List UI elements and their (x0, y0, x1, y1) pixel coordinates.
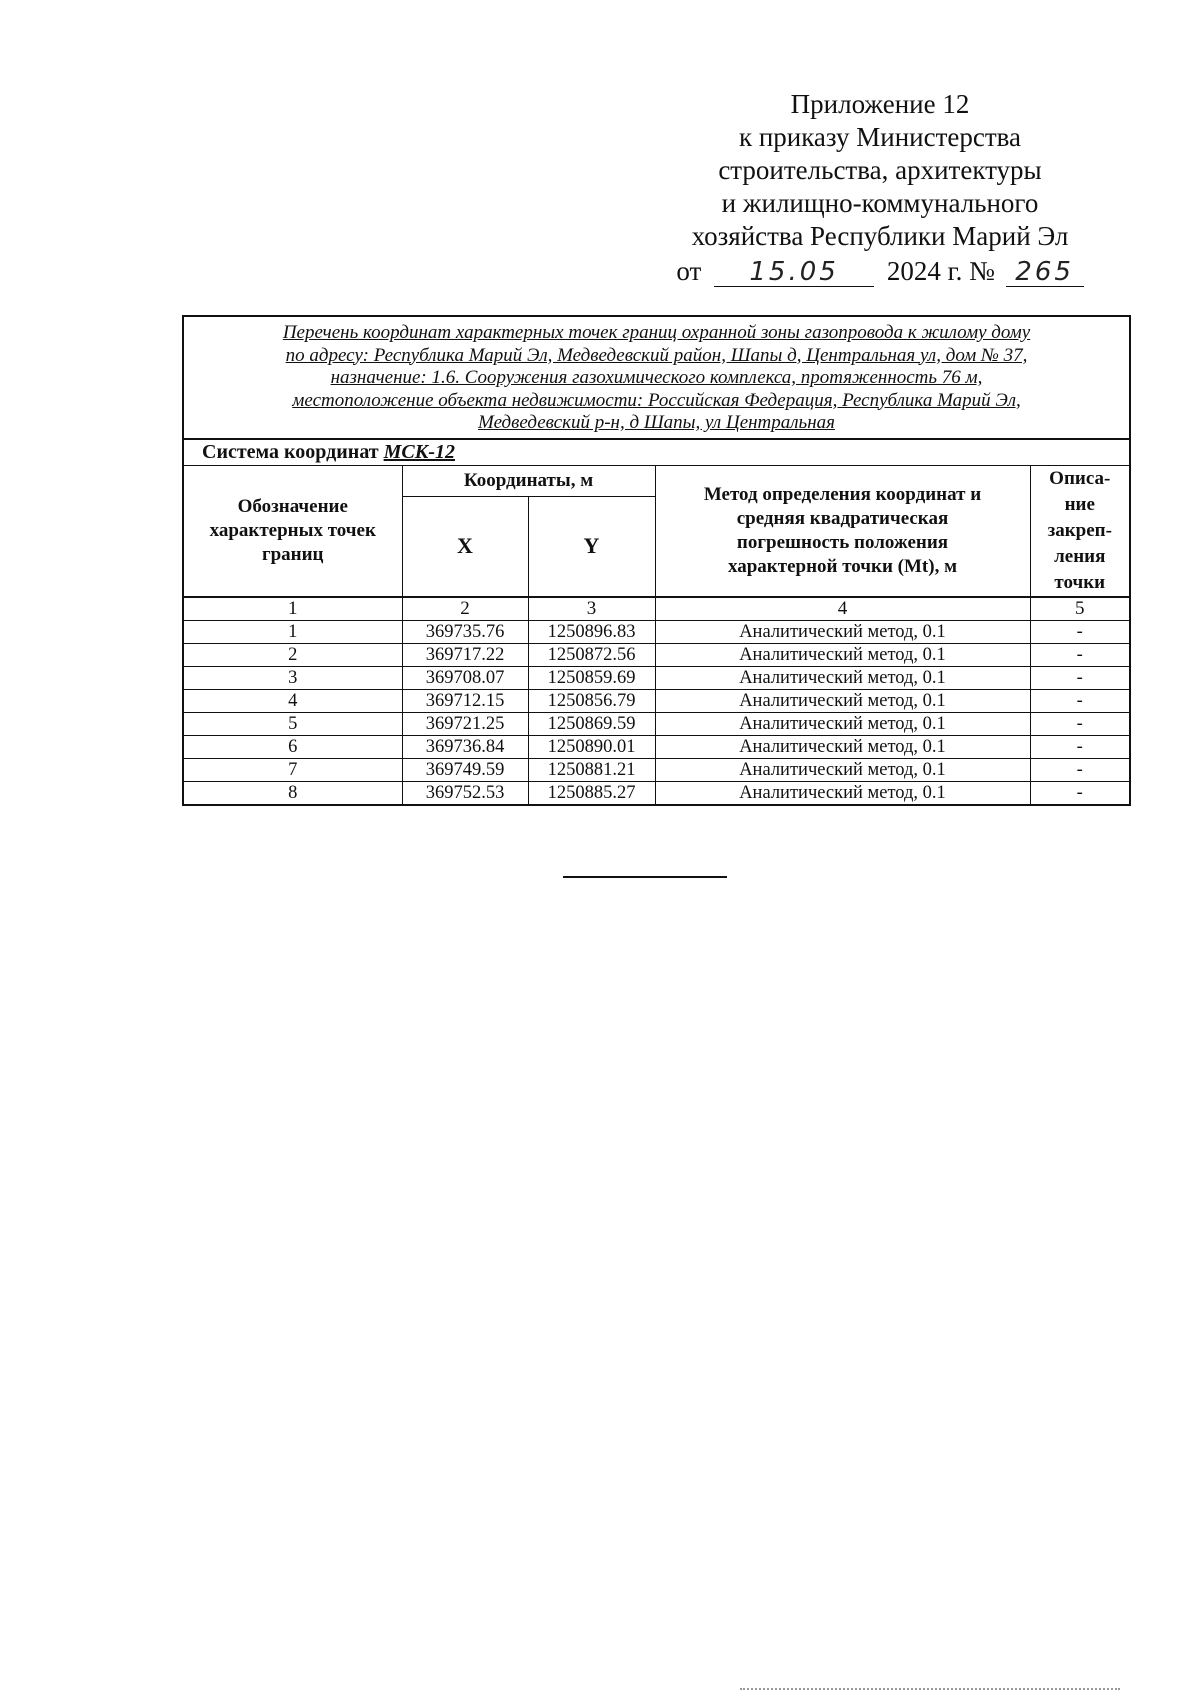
column-number: 2 (402, 597, 528, 621)
coord-x: 369749.59 (402, 758, 528, 781)
method: Аналитический метод, 0.1 (655, 643, 1030, 666)
coord-y: 1250859.69 (528, 666, 655, 689)
caption-line-4: местоположение объекта недвижимости: Российская Федерация, Республика Марий Эл, (292, 389, 1021, 411)
header-designation-line-2: характерных точек (209, 519, 376, 541)
header-method-line-4: характерной точки (Mt), м (727, 555, 958, 577)
table-row (183, 758, 1130, 781)
table-row (183, 620, 1130, 643)
description: - (1030, 620, 1130, 643)
description: - (1030, 666, 1130, 689)
column-number: 5 (1030, 597, 1130, 621)
column-number: 1 (183, 597, 402, 621)
coord-x: 369708.07 (402, 666, 528, 689)
table-row (183, 712, 1130, 735)
header-line-4: и жилищно-коммунального (721, 188, 1039, 218)
table-row (183, 735, 1130, 758)
column-number: 3 (528, 597, 655, 621)
header-x: X (402, 497, 528, 597)
order-date-number-line (640, 255, 1120, 288)
header-line-5: хозяйства Республики Марий Эл (691, 221, 1069, 251)
header-desc-line-3: закреп- (1047, 519, 1112, 541)
coord-y: 1250872.56 (528, 643, 655, 666)
point-number: 1 (183, 620, 402, 643)
handwritten-order-number: 265 (1006, 258, 1084, 287)
coordinates-table (182, 315, 1131, 806)
coord-x: 369752.53 (402, 781, 528, 805)
header-line-2: к приказу Министерства (738, 122, 1022, 152)
header-y: Y (528, 497, 655, 597)
method: Аналитический метод, 0.1 (655, 781, 1030, 805)
header-method-line-2: средняя квадратическая (736, 507, 949, 529)
description: - (1030, 689, 1130, 712)
method: Аналитический метод, 0.1 (655, 620, 1030, 643)
column-number: 4 (655, 597, 1030, 621)
header-desc-line-5: точки (1054, 571, 1106, 593)
point-number: 4 (183, 689, 402, 712)
from-prefix: от (676, 256, 702, 286)
caption-line-3: назначение: 1.6. Сооружения газохимического комплекса, протяженность 76 м, (330, 367, 983, 388)
header-designation-line-1: Обозначение (237, 495, 348, 517)
point-number: 7 (183, 758, 402, 781)
method: Аналитический метод, 0.1 (655, 712, 1030, 735)
header-desc-line-2: ние (1064, 493, 1095, 515)
year-number-label: 2024 г. № (886, 256, 995, 286)
coord-y: 1250881.21 (528, 758, 655, 781)
coord-y: 1250890.01 (528, 735, 655, 758)
description: - (1030, 758, 1130, 781)
header-line-3: строительства, архитектуры (718, 155, 1042, 185)
caption-line-5: Медведевский р-н, д Шапы, ул Центральная (478, 412, 835, 433)
table-row (183, 781, 1130, 805)
column-number-row (183, 597, 1130, 621)
method: Аналитический метод, 0.1 (655, 735, 1030, 758)
description: - (1030, 643, 1130, 666)
header-desc-line-4: ления (1054, 545, 1106, 567)
coordinate-system-row (183, 439, 1130, 466)
header-method-line-3: погрешность положения (736, 531, 949, 553)
header-line-1: Приложение 12 (790, 89, 970, 119)
appendix-header (640, 88, 1120, 288)
coord-y: 1250856.79 (528, 689, 655, 712)
coord-x: 369721.25 (402, 712, 528, 735)
method: Аналитический метод, 0.1 (655, 689, 1030, 712)
header-designation (183, 465, 402, 597)
header-method-line-1: Метод определения координат и (703, 483, 982, 505)
coordinates-table-wrapper (182, 315, 1129, 806)
coord-x: 369717.22 (402, 643, 528, 666)
table-row (183, 643, 1130, 666)
coord-y: 1250869.59 (528, 712, 655, 735)
caption-line-2: по адресу: Республика Марий Эл, Медведевский район, Шапы д, Центральная ул, дом № 37, (285, 344, 1028, 366)
coord-x: 369736.84 (402, 735, 528, 758)
coord-x: 369712.15 (402, 689, 528, 712)
point-number: 5 (183, 712, 402, 735)
description: - (1030, 781, 1130, 805)
coord-y: 1250885.27 (528, 781, 655, 805)
coord-y: 1250896.83 (528, 620, 655, 643)
point-number: 8 (183, 781, 402, 805)
table-row (183, 666, 1130, 689)
header-designation-line-3: границ (261, 543, 324, 565)
table-caption (183, 316, 1130, 439)
scan-edge-artifact (740, 1688, 1120, 1690)
point-number: 3 (183, 666, 402, 689)
header-method (655, 465, 1030, 597)
coordinate-system-label: Система координат (202, 441, 379, 463)
description: - (1030, 712, 1130, 735)
header-coordinates: Координаты, м (402, 465, 655, 497)
method: Аналитический метод, 0.1 (655, 666, 1030, 689)
point-number: 6 (183, 735, 402, 758)
description: - (1030, 735, 1130, 758)
method: Аналитический метод, 0.1 (655, 758, 1030, 781)
handwritten-date: 15.05 (714, 258, 874, 287)
caption-line-1: Перечень координат характерных точек границ охранной зоны газопровода к жилому дому (282, 322, 1031, 343)
closing-divider (563, 876, 727, 878)
header-desc-line-1: Описа- (1049, 467, 1111, 489)
coord-x: 369735.76 (402, 620, 528, 643)
point-number: 2 (183, 643, 402, 666)
coordinate-system-name: МСК-12 (383, 441, 455, 463)
header-description (1030, 465, 1130, 597)
table-row (183, 689, 1130, 712)
